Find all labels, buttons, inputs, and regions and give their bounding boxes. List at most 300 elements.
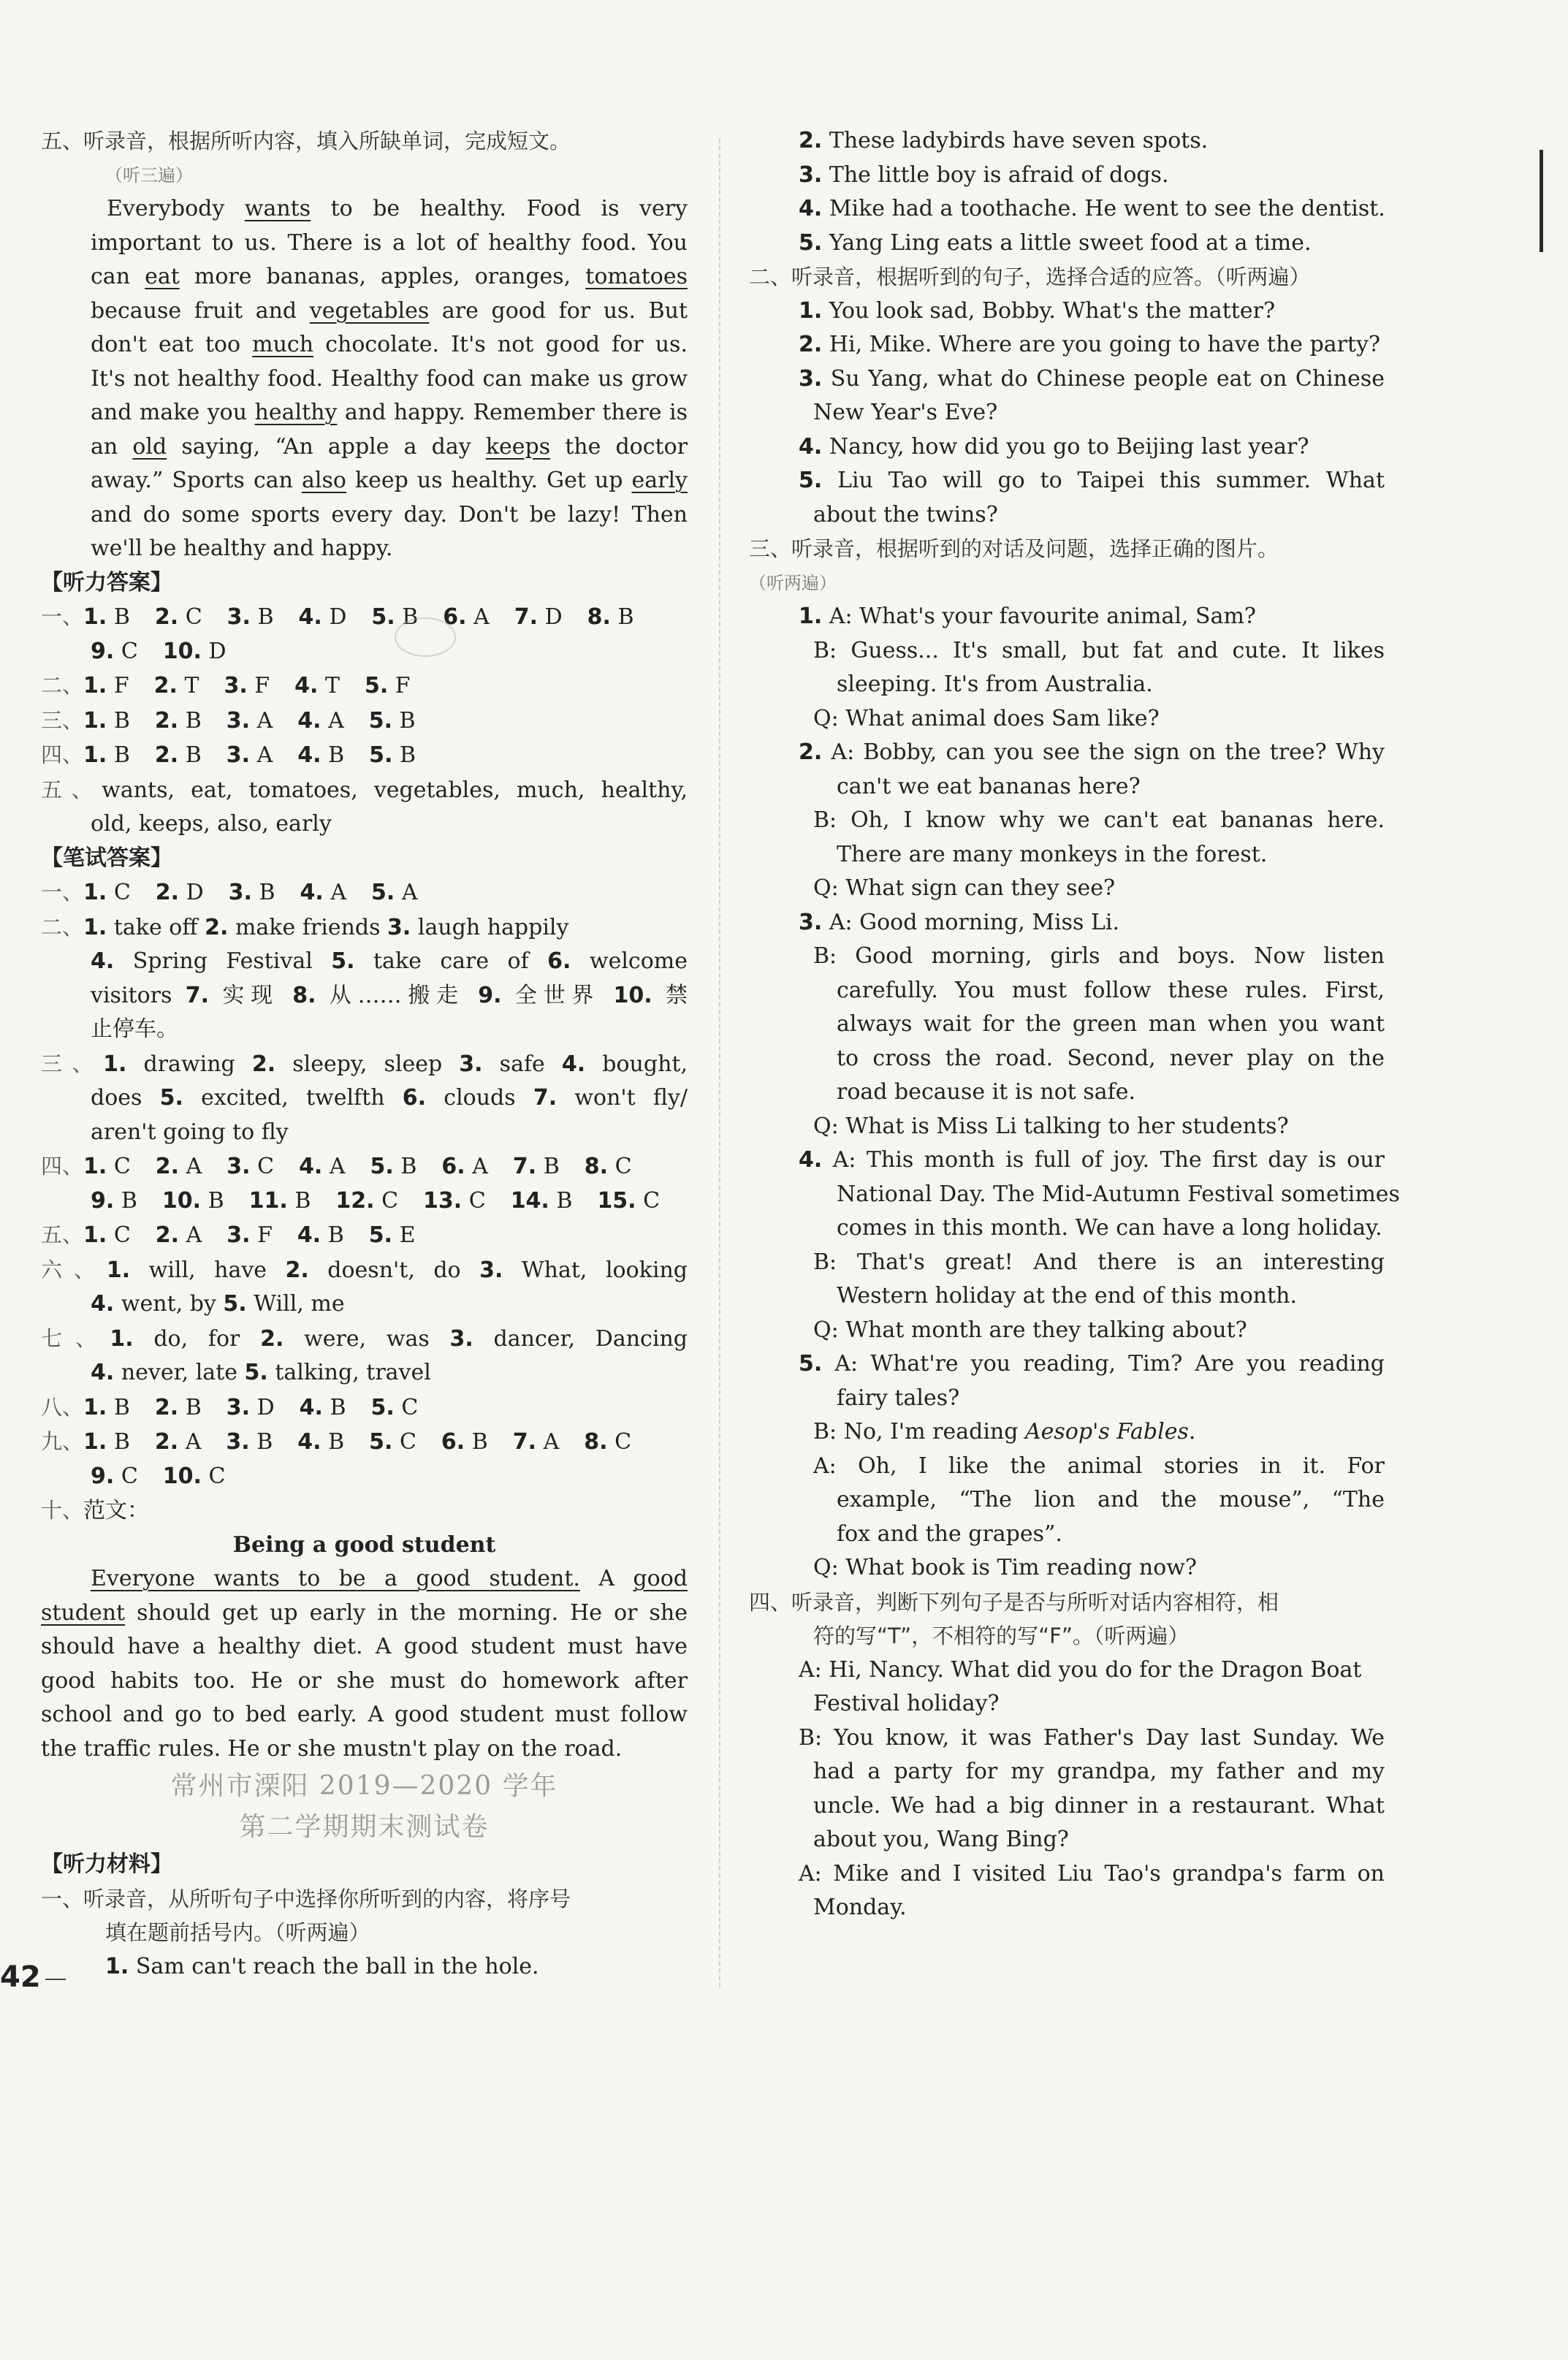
answer-value: A <box>250 742 273 768</box>
text-segment: sleeping. It's from Australia. <box>837 671 1153 697</box>
text-line <box>41 498 688 533</box>
text-segment: because fruit and <box>91 297 310 324</box>
text-segment: dancer, Dancing <box>473 1325 688 1352</box>
text-line <box>749 227 1385 261</box>
text-segment: Will, me <box>246 1291 345 1317</box>
answer-number: 8. <box>584 1429 608 1455</box>
answer-number: 14. <box>510 1187 549 1214</box>
answer-value: D <box>201 638 227 664</box>
text-segment: the traffic rules. He or she mustn't play on the road. <box>41 1735 623 1762</box>
filled-blank: wants <box>244 196 311 221</box>
item-number: 5. <box>799 1351 823 1377</box>
text-line <box>749 1143 1385 1178</box>
text-segment: take off <box>107 914 205 940</box>
answer-number: 5. <box>371 604 395 630</box>
answer-value: C <box>462 1187 486 1214</box>
text-segment: and make you <box>91 400 255 425</box>
text-segment: Liu Tao will go to Taipei this summer. What <box>822 468 1385 493</box>
item-number: 1. <box>106 1257 131 1283</box>
exam-title: 常州市溧阳 2019—2020 学年 <box>170 1771 558 1801</box>
section-heading: 符的写“T”，不相符的写“F”。（听两遍） <box>813 1624 1190 1648</box>
answer-value: B <box>178 1394 202 1420</box>
item-number: 2. <box>799 332 823 357</box>
item-number: 5. <box>159 1085 183 1111</box>
item-number: 3. <box>387 914 411 940</box>
item-number: 6. <box>547 948 571 974</box>
text-line <box>41 362 688 397</box>
answer-row <box>41 875 688 910</box>
text-segment: A: What's your favourite animal, Sam? <box>822 604 1256 629</box>
answer-number: 6. <box>443 604 467 630</box>
answer-value: C <box>114 638 138 664</box>
item-number: 3. <box>799 365 823 392</box>
text-segment: and do some sports every day. Don't be lazy! Then <box>91 501 688 528</box>
text-segment: fairy tales? <box>837 1385 960 1411</box>
text-segment: B: Oh, I know why we can't eat bananas here. <box>813 807 1385 833</box>
answer-value: B <box>321 742 345 768</box>
answer-value: C <box>636 1187 661 1214</box>
text-segment: A: Oh, I like the animal stories in it. For <box>813 1453 1385 1479</box>
answer-section-label: 三、 <box>41 707 84 733</box>
answer-number: 4. <box>300 880 324 905</box>
text-segment: should have a healthy diet. A good student must have <box>41 1634 688 1659</box>
section-heading: 一、听录音，从所听句子中选择你所听到的内容，将序号 <box>41 1886 571 1911</box>
text-line <box>749 1721 1385 1756</box>
text-segment: A: This month is full of joy. The first day is our <box>822 1147 1385 1173</box>
text-segment: 实现 <box>209 982 293 1008</box>
text-segment: A <box>579 1566 633 1591</box>
answer-value: F <box>107 673 129 699</box>
answer-value: T <box>318 673 340 699</box>
text-segment: fox and the grapes”. <box>837 1520 1062 1547</box>
text-segment: welcome <box>571 948 688 974</box>
answer-number: 3. <box>226 1429 250 1455</box>
text-segment: What, looking <box>503 1257 688 1283</box>
item-number: 5. <box>244 1360 268 1385</box>
answer-value: C <box>114 1463 138 1489</box>
answer-section-label: 六、 <box>41 1257 107 1282</box>
text-line <box>41 1698 688 1732</box>
section-heading: 二、听录音，根据听到的句子，选择合适的应答。（听两遍） <box>749 264 1311 289</box>
text-line <box>749 1755 1385 1789</box>
text-line <box>749 1211 1385 1246</box>
text-line <box>41 294 688 329</box>
text-segment: Sam can't reach the ball in the hole. <box>129 1953 539 1979</box>
answer-value: C <box>107 1154 131 1179</box>
item-number: 2. <box>285 1257 309 1283</box>
text-segment: 从……搬走 <box>316 982 479 1008</box>
filled-blank: good <box>633 1566 688 1591</box>
answer-section-label: 四、 <box>41 742 84 767</box>
answer-number: 2. <box>153 673 178 699</box>
answer-value: A <box>179 1222 202 1248</box>
text-segment: It's not healthy food. Healthy food can make us grow <box>91 365 688 392</box>
answer-value: A <box>323 880 347 905</box>
section-heading: 填在题前括号内。（听两遍） <box>105 1920 370 1945</box>
answer-section-label: 三、 <box>41 1051 104 1076</box>
text-segment: were, was <box>283 1325 450 1352</box>
answer-section-label: 四、 <box>41 1154 84 1179</box>
text-line <box>41 430 688 465</box>
text-segment: away.” Sports can <box>91 468 302 493</box>
item-number: 3. <box>479 1257 503 1283</box>
answer-row <box>41 1149 688 1184</box>
item-number: 9. <box>478 982 502 1008</box>
text-line <box>749 328 1385 362</box>
text-segment: talking, travel <box>267 1360 431 1385</box>
answer-number: 9. <box>91 1187 115 1214</box>
answer-value: C <box>107 880 131 905</box>
answer-value: B <box>465 1429 488 1455</box>
text-segment: safe <box>482 1051 562 1077</box>
text-segment: about you, Wang Bing? <box>813 1827 1069 1852</box>
listen-note: （听两遍） <box>749 572 837 593</box>
answer-number: 2. <box>154 742 179 768</box>
answer-number: 3. <box>227 1154 251 1179</box>
answer-number: 3. <box>226 742 251 768</box>
answer-value: B <box>107 707 130 734</box>
bracket-heading: 【听力答案】 <box>41 569 172 595</box>
text-line <box>749 1314 1385 1348</box>
text-segment: and happy. Remember there is <box>337 400 688 425</box>
item-number: 3. <box>799 161 823 188</box>
answer-number: 10. <box>161 1187 202 1214</box>
item-number: 4. <box>91 1291 115 1317</box>
text-segment: never, late <box>114 1360 245 1385</box>
answer-number: 3. <box>226 1394 251 1420</box>
text-segment: 范文： <box>83 1498 150 1523</box>
text-line <box>749 702 1385 736</box>
answer-value: B <box>610 604 634 630</box>
answer-number: 5. <box>364 673 389 699</box>
answer-row <box>41 1184 688 1219</box>
item-number: 3. <box>459 1051 483 1077</box>
answer-row <box>41 600 688 635</box>
item-number: 4. <box>799 1147 823 1173</box>
text-segment: chocolate. It's not good for us. <box>313 332 688 357</box>
filled-blank: early <box>631 468 688 493</box>
text-segment: sleepy, sleep <box>275 1051 460 1077</box>
text-line <box>749 1076 1385 1110</box>
text-segment: always wait for the green man when you want <box>837 1011 1385 1037</box>
text-segment: saying, “An apple a day <box>167 433 486 460</box>
text-segment: an <box>91 433 133 460</box>
answer-value: B <box>249 1429 273 1455</box>
text-line <box>749 1450 1385 1484</box>
text-line <box>749 770 1385 804</box>
text-segment: B: No, I'm reading <box>813 1419 1025 1444</box>
answer-value: A <box>395 880 418 905</box>
bracket-heading: 【听力材料】 <box>41 1851 172 1877</box>
text-segment: good habits too. He or she must do homework after <box>41 1667 688 1694</box>
text-segment: will, have <box>130 1257 286 1283</box>
text-segment: more bananas, apples, oranges, <box>179 264 586 289</box>
answer-value: A <box>179 1154 202 1179</box>
text-line <box>749 1551 1385 1586</box>
text-line <box>41 807 688 842</box>
item-number: 3. <box>449 1325 473 1352</box>
answer-number: 2. <box>155 880 180 905</box>
answer-value: A <box>178 1429 202 1455</box>
text-segment: New Year's Eve? <box>813 400 998 425</box>
item-number: 1. <box>799 604 823 629</box>
text-segment: can't we eat bananas here? <box>837 773 1141 799</box>
text-line <box>749 1518 1385 1552</box>
answer-number: 2. <box>155 1222 180 1248</box>
text-line <box>749 1279 1385 1314</box>
answer-value: C <box>201 1463 226 1489</box>
answer-number: 5. <box>370 1394 395 1420</box>
text-line <box>41 773 688 808</box>
answer-row <box>41 669 688 704</box>
answer-number: 7. <box>512 1154 537 1179</box>
answer-value: B <box>536 1154 560 1179</box>
answer-section-label: 二、 <box>41 914 84 940</box>
item-number: 5. <box>799 229 823 256</box>
answer-number: 3. <box>226 707 251 734</box>
answer-number: 6. <box>441 1429 465 1455</box>
answer-value: B <box>321 1429 345 1455</box>
answer-number: 4. <box>297 707 321 734</box>
text-line <box>41 1047 688 1082</box>
answer-number: 1. <box>83 742 107 768</box>
text-segment: keep us healthy. Get up <box>346 468 632 493</box>
answer-section-label: 二、 <box>41 673 84 698</box>
answer-number: 4. <box>294 673 319 699</box>
text-segment: should get up early in the morning. He or she <box>125 1599 688 1626</box>
filled-blank: much <box>252 332 314 357</box>
section-heading: 五、听录音，根据所听内容，填入所缺单词，完成短文。 <box>41 129 571 153</box>
answer-number: 10. <box>162 1463 202 1489</box>
text-segment: uncle. We had a big dinner in a restaurant. What <box>813 1792 1385 1819</box>
item-number: 2. <box>799 739 823 765</box>
item-number: 5. <box>223 1291 247 1317</box>
answer-number: 2. <box>155 1154 180 1179</box>
text-segment: we'll be healthy and happy. <box>91 536 393 561</box>
answer-section-label: 九、 <box>41 1429 84 1454</box>
answer-number: 9. <box>91 638 115 664</box>
text-segment: aren't going to fly <box>91 1119 289 1145</box>
answer-value: C <box>608 1154 632 1179</box>
answer-number: 12. <box>335 1187 375 1214</box>
answer-value: C <box>394 1394 419 1420</box>
answer-row <box>41 1460 688 1494</box>
text-line <box>749 804 1385 838</box>
text-segment: B: That's great! And there is an interesting <box>813 1249 1385 1275</box>
text-line <box>749 940 1385 974</box>
item-number: 1. <box>105 1953 129 1979</box>
text-segment: Nancy, how did you go to Beijing last year? <box>822 433 1309 460</box>
text-line <box>41 1356 688 1390</box>
right-column <box>749 124 1400 1925</box>
page-number: 42 <box>0 1960 41 1994</box>
text-line <box>41 1322 688 1357</box>
text-line <box>749 1382 1385 1416</box>
text-segment: A: Good morning, Miss Li. <box>822 909 1120 935</box>
text-line <box>41 1253 688 1288</box>
text-segment: Spring Festival <box>114 948 332 974</box>
item-number: 5. <box>331 948 355 974</box>
text-segment: There are many monkeys in the forest. <box>837 841 1268 867</box>
exam-title: 第二学期期末测试卷 <box>239 1812 490 1842</box>
answer-section-label: 十、 <box>41 1498 84 1523</box>
filled-blank: Everyone wants to be a good student. <box>91 1566 580 1591</box>
text-line <box>749 872 1385 906</box>
text-segment: A: Hi, Nancy. What did you do for the Dragon Boat <box>799 1656 1362 1683</box>
item-number: 2. <box>260 1325 284 1352</box>
answer-value: B <box>178 707 202 734</box>
text-segment: does <box>91 1085 160 1111</box>
text-segment: Hi, Mike. Where are you going to have the party? <box>822 332 1381 357</box>
text-segment: Su Yang, what do Chinese people eat on Chinese <box>822 365 1385 392</box>
answer-number: 3. <box>227 604 251 630</box>
answer-number: 2. <box>154 604 179 630</box>
answer-value: D <box>250 1394 275 1420</box>
text-line <box>749 1415 1385 1450</box>
text-line <box>749 974 1385 1008</box>
item-number: 2. <box>799 128 823 153</box>
answer-value: C <box>178 604 202 630</box>
answer-row <box>41 635 688 669</box>
answer-number: 1. <box>83 1154 107 1179</box>
answer-section-label: 七、 <box>41 1325 110 1351</box>
answer-value: B <box>201 1187 224 1214</box>
text-line <box>749 1178 1400 1212</box>
text-line <box>749 838 1385 872</box>
answer-number: 4. <box>297 742 321 768</box>
filled-blank: tomatoes <box>585 264 688 289</box>
text-segment: B: You know, it was Father's Day last Sunday. We <box>799 1724 1385 1751</box>
text-line <box>749 906 1385 940</box>
text-segment: A: Mike and I visited Liu Tao's grandpa's farm on <box>799 1860 1385 1887</box>
text-line <box>41 1493 688 1529</box>
text-segment: won't fly/ <box>557 1085 688 1111</box>
text-line <box>41 1287 688 1322</box>
answer-value: B <box>114 1187 137 1214</box>
answer-value: C <box>607 1429 632 1455</box>
filled-blank: vegetables <box>309 297 430 324</box>
answer-value: E <box>392 1222 416 1248</box>
item-number: 10. <box>613 982 652 1008</box>
text-line <box>41 945 688 979</box>
answer-number: 9. <box>91 1463 115 1489</box>
answer-section-label: 一、 <box>41 880 84 905</box>
item-number: 2. <box>205 914 229 940</box>
text-segment: Q: What month are they talking about? <box>813 1317 1247 1343</box>
text-segment: old, keeps, also, early <box>91 811 332 837</box>
answer-number: 4. <box>298 604 322 630</box>
section-heading: 四、听录音，判断下列句子是否与所听对话内容相符，相 <box>749 1589 1279 1615</box>
text-line <box>41 1013 688 1047</box>
answer-number: 7. <box>514 604 538 630</box>
answer-number: 4. <box>299 1394 323 1420</box>
answer-value: B <box>322 1394 346 1420</box>
answer-value: B <box>392 707 416 734</box>
text-line <box>41 532 688 566</box>
answer-value: F <box>388 673 411 699</box>
text-segment: can <box>91 264 145 289</box>
answer-value: B <box>392 742 416 768</box>
answer-number: 4. <box>299 1154 323 1179</box>
essay-title: Being a good student <box>232 1531 496 1558</box>
answer-value: A <box>466 604 490 630</box>
text-line <box>41 1596 688 1631</box>
answer-value: B <box>251 880 275 905</box>
text-line <box>41 328 688 362</box>
text-line <box>749 464 1385 498</box>
text-line <box>749 362 1385 397</box>
text-segment: excited, twelfth <box>183 1085 403 1111</box>
answer-row <box>41 1425 688 1460</box>
text-segment: Q: What book is Tim reading now? <box>813 1555 1198 1580</box>
answer-number: 1. <box>83 604 107 630</box>
text-segment: school and go to bed early. A good student must follow <box>41 1702 688 1727</box>
item-number: 3. <box>799 909 823 935</box>
item-number: 1. <box>110 1325 134 1352</box>
text-line <box>41 979 688 1013</box>
text-line <box>41 464 688 498</box>
answer-value: B <box>107 1394 130 1420</box>
text-segment: Q: What animal does Sam like? <box>813 705 1160 731</box>
text-line <box>749 1483 1385 1518</box>
text-segment: . <box>1188 1419 1196 1444</box>
answer-row <box>41 1218 688 1253</box>
text-segment: don't eat too <box>91 332 253 357</box>
answer-value: C <box>374 1187 399 1214</box>
answer-value: A <box>250 707 273 734</box>
item-number: 4. <box>561 1051 586 1077</box>
answer-number: 2. <box>154 707 179 734</box>
answer-value: B <box>549 1187 573 1214</box>
answer-value: B <box>250 604 274 630</box>
text-line <box>749 124 1385 159</box>
answer-number: 10. <box>162 638 202 664</box>
text-segment: clouds <box>426 1085 533 1111</box>
text-segment: to cross the road. Second, never play on the <box>837 1045 1385 1071</box>
answer-number: 2. <box>154 1429 179 1455</box>
filled-blank: eat <box>145 264 180 289</box>
answer-number: 2. <box>154 1394 179 1420</box>
text-segment: went, by <box>114 1291 224 1317</box>
item-number: 4. <box>91 1360 115 1385</box>
section-heading: 三、听录音，根据听到的对话及问题，选择正确的图片。 <box>749 536 1279 561</box>
text-segment: the doctor <box>550 433 688 460</box>
answer-number: 3. <box>224 673 248 699</box>
answer-value: B <box>393 1154 417 1179</box>
stamp-mark <box>395 617 456 657</box>
text-segment: 全世界 <box>501 982 614 1008</box>
answer-section-label: 八、 <box>41 1394 84 1420</box>
text-line <box>749 634 1385 669</box>
text-segment: wants, eat, tomatoes, vegetables, much, healthy, <box>102 777 688 803</box>
text-line <box>749 1110 1385 1144</box>
item-number: 1. <box>799 297 823 324</box>
answer-number: 6. <box>441 1154 465 1179</box>
answer-number: 1. <box>83 673 107 699</box>
answer-value: B <box>107 1429 130 1455</box>
page-number-rule <box>45 1979 66 1980</box>
answer-value: D <box>179 880 204 905</box>
item-number: 4. <box>91 948 115 974</box>
answer-value: C <box>392 1429 416 1455</box>
answer-number: 5. <box>369 742 393 768</box>
answer-number: 15. <box>597 1187 636 1214</box>
answer-value: B <box>178 742 202 768</box>
bracket-heading: 【笔试答案】 <box>41 845 172 871</box>
answer-value: C <box>107 1222 131 1248</box>
answer-section-label: 一、 <box>41 604 84 629</box>
text-segment: A: Bobby, can you see the sign on the tree? Why <box>822 739 1385 765</box>
